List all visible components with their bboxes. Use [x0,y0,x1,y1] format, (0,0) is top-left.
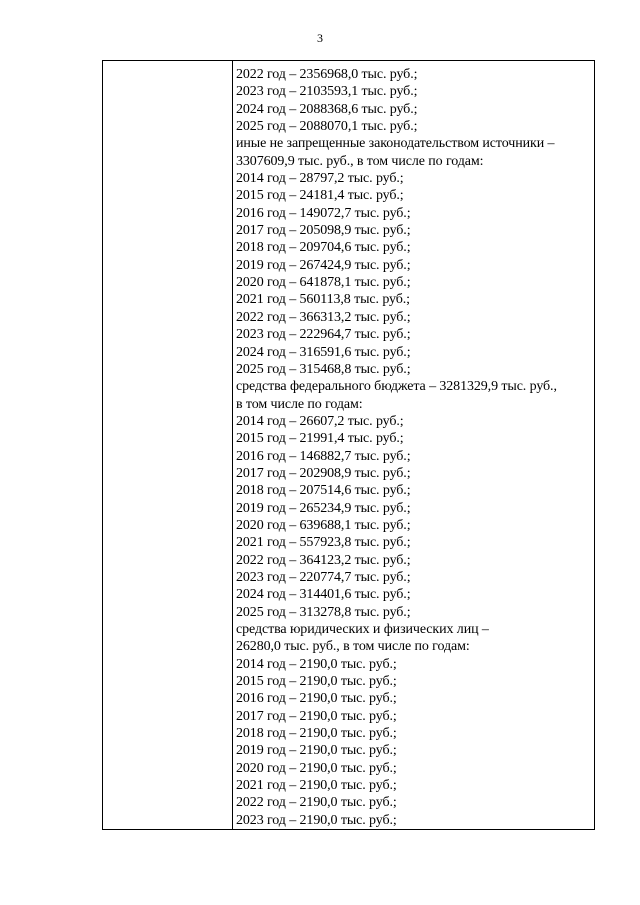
text-line: 2014 год – 2190,0 тыс. руб.; [236,656,397,672]
text-line: 26280,0 тыс. руб., в том числе по годам: [236,639,470,655]
text-line: 2020 год – 639688,1 тыс. руб.; [236,517,411,533]
text-line: 2015 год – 24181,4 тыс. руб.; [236,188,404,204]
text-line: 3307609,9 тыс. руб., в том числе по годам: [236,153,484,169]
text-line: 2019 год – 267424,9 тыс. руб.; [236,257,411,273]
text-line: в том числе по годам: [236,396,363,412]
text-line: 2024 год – 314401,6 тыс. руб.; [236,587,411,603]
text-line: 2023 год – 220774,7 тыс. руб.; [236,569,411,585]
text-line: 2015 год – 21991,4 тыс. руб.; [236,431,404,447]
text-line: 2019 год – 265234,9 тыс. руб.; [236,500,411,516]
text-line: 2023 год – 2190,0 тыс. руб.; [236,812,397,828]
text-line: иные не запрещенные законодательством источники – [236,136,555,152]
text-line: 2019 год – 2190,0 тыс. руб.; [236,743,397,759]
text-line: 2022 год – 2190,0 тыс. руб.; [236,795,397,811]
text-line: 2025 год – 2088070,1 тыс. руб.; [236,119,418,135]
text-line: 2024 год – 2088368,6 тыс. руб.; [236,101,418,117]
text-line: 2014 год – 26607,2 тыс. руб.; [236,413,404,429]
text-line: 2021 год – 2190,0 тыс. руб.; [236,778,397,794]
text-line: 2020 год – 641878,1 тыс. руб.; [236,275,411,291]
text-line: 2021 год – 557923,8 тыс. руб.; [236,535,411,551]
document-table [102,60,595,830]
text-line: 2015 год – 2190,0 тыс. руб.; [236,674,397,690]
text-line: 2017 год – 205098,9 тыс. руб.; [236,223,411,239]
text-line: 2018 год – 2190,0 тыс. руб.; [236,726,397,742]
text-line: 2020 год – 2190,0 тыс. руб.; [236,760,397,776]
text-line: 2025 год – 315468,8 тыс. руб.; [236,361,411,377]
text-line: 2022 год – 364123,2 тыс. руб.; [236,552,411,568]
text-line: 2017 год – 202908,9 тыс. руб.; [236,465,411,481]
text-line: 2016 год – 2190,0 тыс. руб.; [236,691,397,707]
text-line: 2018 год – 207514,6 тыс. руб.; [236,483,411,499]
text-line: 2018 год – 209704,6 тыс. руб.; [236,240,411,256]
text-line: 2025 год – 313278,8 тыс. руб.; [236,604,411,620]
text-line: 2024 год – 316591,6 тыс. руб.; [236,344,411,360]
page-number: 3 [317,31,323,45]
text-line: 2023 год – 2103593,1 тыс. руб.; [236,84,418,100]
text-line: 2016 год – 146882,7 тыс. руб.; [236,448,411,464]
text-line: 2014 год – 28797,2 тыс. руб.; [236,171,404,187]
text-line: 2017 год – 2190,0 тыс. руб.; [236,708,397,724]
text-line: 2022 год – 366313,2 тыс. руб.; [236,309,411,325]
funding-text-cell [236,66,592,829]
text-line: средства юридических и физических лиц – [236,622,489,637]
text-line: 2021 год – 560113,8 тыс. руб.; [236,292,410,308]
text-line: средства федерального бюджета – 3281329,9 тыс. руб., [236,379,557,395]
text-line: 2023 год – 222964,7 тыс. руб.; [236,327,411,343]
text-line: 2016 год – 149072,7 тыс. руб.; [236,205,411,221]
text-line: 2022 год – 2356968,0 тыс. руб.; [236,67,418,82]
column-divider [232,61,233,829]
